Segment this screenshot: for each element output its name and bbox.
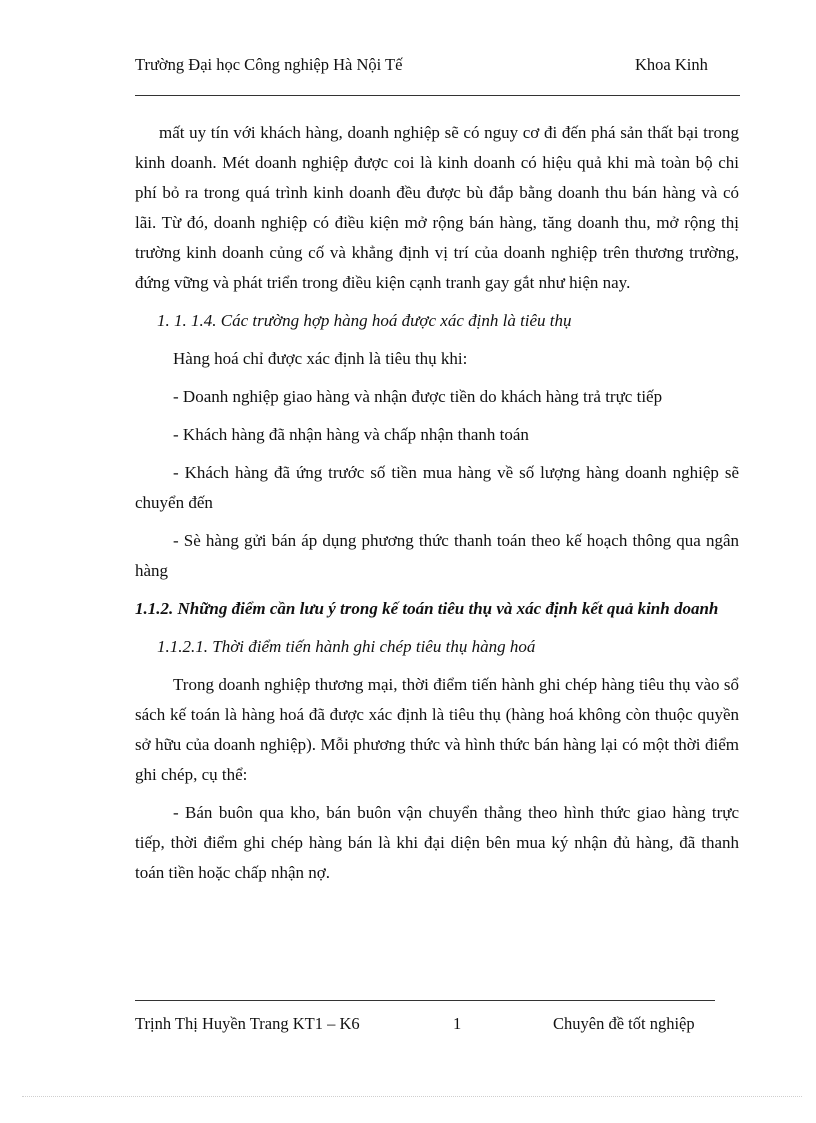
header-divider <box>135 95 740 96</box>
list-item: - Doanh nghiệp giao hàng và nhận được tiền do khách hàng trả trực tiếp <box>173 387 663 406</box>
footer-author: Trịnh Thị Huyền Trang KT1 – K6 <box>135 1014 360 1033</box>
page-bottom-dotted-rule <box>22 1096 802 1097</box>
section-heading-1-1-1-4: 1. 1. 1.4. Các trường hợp hàng hoá được xác định là tiêu thụ <box>157 311 572 330</box>
list-item: - Sè hàng gửi bán áp dụng phương thức thanh toán theo kế hoạch thông qua ngân hàng <box>135 531 739 580</box>
footer-doc-type: Chuyên đề tốt nghiệp <box>553 1014 695 1033</box>
header-faculty: Khoa Kinh <box>635 55 708 74</box>
footer-divider <box>135 1000 715 1001</box>
list-item: - Khách hàng đã nhận hàng và chấp nhận thanh toán <box>173 425 529 444</box>
paragraph-intro: mất uy tín với khách hàng, doanh nghiệp sẽ có nguy cơ đi đến phá sản thất bại trong kinh doanh. Mét doanh nghiệp được coi là kinh doanh có hiệu quả khi mà toàn bộ chi phí bỏ ra trong quá trình kinh doanh đều được bù đắp bằng doanh thu bán hàng và có lãi. Từ đó, doanh nghiệp có điều kiện mở rộng bán hàng, tăng doanh thu, mở rộng thị trường kinh doanh củng cố và khẳng định vị trí của doanh nghiệp trên thương trường, đứng vững và phát triển trong điều kiện cạnh tranh gay gắt như hiện nay. <box>135 123 739 292</box>
list-item: - Khách hàng đã ứng trước số tiền mua hàng về số lượng hàng doanh nghiệp sẽ chuyển đến <box>135 463 739 512</box>
section-heading-1-1-2-1: 1.1.2.1. Thời điểm tiến hành ghi chép tiêu thụ hàng hoá <box>157 637 536 656</box>
document-body <box>135 118 739 896</box>
paragraph-wholesale: - Bán buôn qua kho, bán buôn vận chuyển thẳng theo hình thức giao hàng trực tiếp, thời điểm ghi chép hàng bán là khi đại diện bên mua ký nhận đủ hàng, đã thanh toán tiền hoặc chấp nhận nợ. <box>135 803 739 882</box>
header-school: Trường Đại học Công nghiệp Hà Nội Tế <box>135 55 403 74</box>
paragraph-consumption-intro: Hàng hoá chỉ được xác định là tiêu thụ khi: <box>173 349 468 368</box>
paragraph-recording-time: Trong doanh nghiệp thương mại, thời điểm tiến hành ghi chép hàng tiêu thụ vào sổ sách kế toán là hàng hoá đã được xác định là tiêu thụ (hàng hoá không còn thuộc quyền sở hữu của doanh nghiệp). Mỗi phương thức và hình thức bán hàng lại có một thời điểm ghi chép, cụ thể: <box>135 675 739 784</box>
section-heading-1-1-2: 1.1.2. Những điểm cần lưu ý trong kế toán tiêu thụ và xác định kết quả kinh doanh <box>135 599 719 618</box>
page-number: 1 <box>453 1014 462 1033</box>
